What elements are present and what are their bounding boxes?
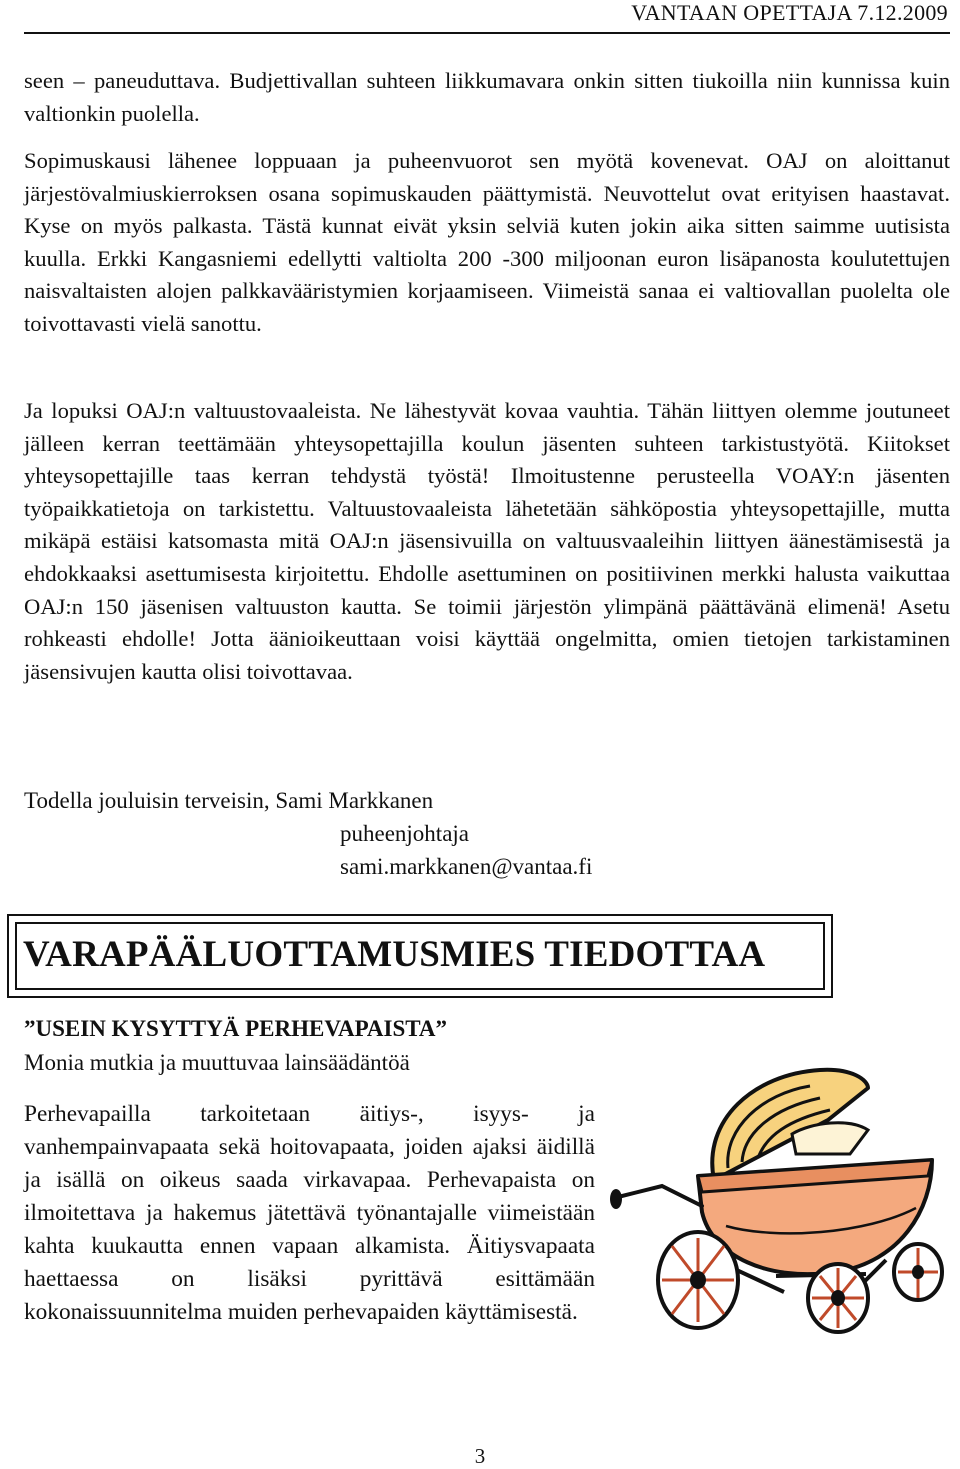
header-divider xyxy=(24,32,950,34)
signature-greeting: Todella jouluisin terveisin, Sami Markkanen xyxy=(24,788,434,813)
faq-title: ”USEIN KYSYTTYÄ PERHEVAPAISTA” xyxy=(24,1016,448,1041)
paragraph-elections: Ja lopuksi OAJ:n valtuustovaaleista. Ne lähestyvät kovaa vauhtia. Tähän liittyen olemme joutuneet jälleen kerran teettämään yhteysopettajilla koulun jäsenten suhteen tarkistustyötä. Kiitokset yhteysopettajille taas kerran tehdystä työstä! Ilmoitustenne perusteella VOAY:n jäsenten työpaikkatietoja on tarkistettu. Valtuustovaaleista lähetetään sähköpostia yhteysopettajille, mutta mikäpä estäisi katsomasta mitä OAJ:n jäsensivuilla on valtuusvaaleihin liittyen äänestämisestä ja ehdokkaaksi asettumisesta kirjoitettu. Ehdolle asettuminen on positiivinen merkki halusta vaikuttaa OAJ:n 150 jäsenisen valtuuston kautta. Se toimii järjestön ylimpänä päättävänä elimenä! Asetu rohkeasti ehdolle! Jotta äänioikeuttaan voisi käyttää ongelmitta, omien tietojen tarkistaminen jäsensivujen kautta olisi toivottavaa. xyxy=(24,398,950,684)
faq-subtitle: Monia mutkia ja muuttuvaa lainsäädäntöä xyxy=(24,1050,410,1075)
signature-email: sami.markkanen@vantaa.fi xyxy=(340,854,593,879)
paragraph-budget: seen – paneuduttava. Budjettivallan suhteen liikkumavara onkin sitten tiukoilla niin kunnissa kuin valtionkin puolella. xyxy=(24,68,950,126)
section-title-box xyxy=(7,914,833,998)
section-title: VARAPÄÄLUOTTAMUSMIES TIEDOTTAA xyxy=(23,934,766,975)
paragraph-negotiations: Sopimuskausi lähenee loppuaan ja puheenvuorot sen myötä kovenevat. OAJ on aloittanut järjestövalmiuskierroksen osana sopimuskauden päättymistä. Neuvottelut ovat erityisen haastavat. Kyse on myös palkasta. Tästä kunnat eivät yksin selviä kuten jokin aika sitten saimme uutisista kuulla. Erkki Kangasniemi edellytti valtiolta 200 -300 miljoonan euron lisäpanosta koulutettujen naisvaltaisten alojen palkkavääristymien korjaamiseen. Viimeistä sanaa ei valtiovallan puolelta ole toivottavasti vielä sanottu. xyxy=(24,148,950,336)
baby-carriage-icon xyxy=(606,1058,956,1338)
page-number: 3 xyxy=(474,1444,486,1468)
publication-header: VANTAAN OPETTAJA 7.12.2009 xyxy=(631,0,948,25)
signature-role: puheenjohtaja xyxy=(340,821,470,846)
family-leave-paragraph: Perhevapailla tarkoitetaan äitiys-, isyys- ja vanhempainvapaata sekä hoitovapaata, joiden ajaksi äidillä ja isällä on oikeus saada virkavapaa. Perhevapaista on ilmoitettava ja hakemus jätettävä työnantajalle viimeistään kahta kuukautta ennen vapaan alkamista. Äitiysvapaata haettaessa on lisäksi pyrittävä esittämään kokonaissuunnitelma muiden perhevapaiden käyttämisestä. xyxy=(24,1101,595,1325)
